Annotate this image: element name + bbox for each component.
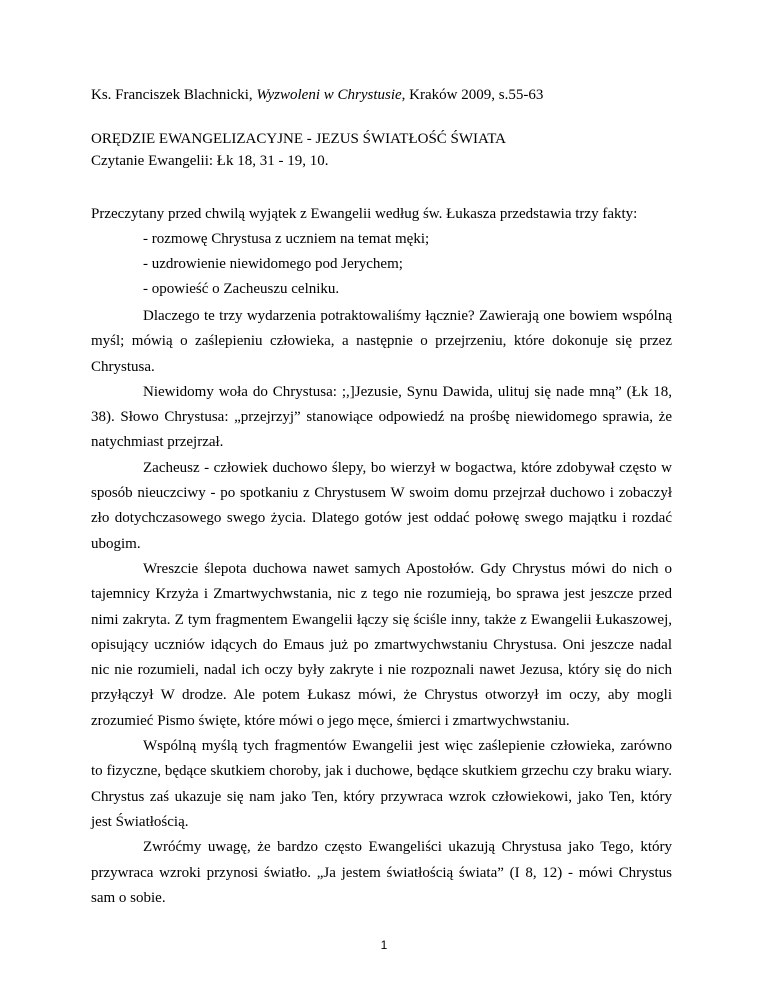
citation-book-title: Wyzwoleni w Chrystusie [256,87,402,103]
citation-suffix: , Kraków 2009, s.55-63 [401,87,544,103]
intro-sentence: Przeczytany przed chwilą wyjątek z Ewangelii według św. Łukasza przedstawia trzy fakty: [91,206,638,222]
paragraph: Dlaczego te trzy wydarzenia potraktowaliśmy łącznie? Zawierają one bowiem wspólną myśl; mówią o zaślepieniu człowieka, a następnie o przejrzeniu, które dokonuje się przez Chrystusa. [91,308,672,375]
paragraph: Zwróćmy uwagę, że bardzo często Ewangeliści ukazują Chrystusa jako Tego, który przywraca wzroki przynosi światło. „Ja jestem światłością świata” (I 8, 12) - mówi Chrystus sam o sobie. [91,839,672,906]
citation-prefix: Ks. Franciszek Blachnicki, [91,87,257,103]
list-item: - uzdrowienie niewidomego pod Jerychem; [143,256,403,272]
list-item: - opowieść o Zacheuszu celniku. [143,281,340,297]
gospel-reading-reference: Czytanie Ewangelii: Łk 18, 31 - 19, 10. [91,153,329,169]
facts-list [143,230,429,305]
page-title: ORĘDZIE EWANGELIZACYJNE - JEZUS ŚWIATŁOŚĆ ŚWIATA [91,131,507,147]
body-text [91,304,672,911]
list-item: - rozmowę Chrystusa z uczniem na temat męki; [143,231,430,247]
paragraph: Wspólną myślą tych fragmentów Ewangelii jest więc zaślepienie człowieka, zarówno to fizyczne, będące skutkiem choroby, jak i duchowe, będące skutkiem grzechu czy braku wiary. Chrystus zaś ukazuje się nam jako Ten, który przywraca wzrok człowiekowi, jako Ten, który jest Światłością. [91,738,672,830]
page-number: 1 [380,938,388,952]
paragraph: Niewidomy woła do Chrystusa: ;,]Jezusie, Synu Dawida, ulituj się nade mną” (Łk 18, 38). Słowo Chrystusa: „przejrzyj” stanowiące odpowiedź na prośbę niewidomego sprawia, że natychmiast przejrzał. [91,383,672,451]
paragraph: Zacheusz - człowiek duchowo ślepy, bo wierzył w bogactwa, które zdobywał często w sposób nieuczciwy - po spotkaniu z Chrystusem W swoim domu przejrzał duchowo i zobaczył zło dotychczasowego swego życia. Dlatego gotów jest oddać połowę swego majątku i rozdać ubogim. [91,459,672,552]
paragraph: Wreszcie ślepota duchowa nawet samych Apostołów. Gdy Chrystus mówi do nich o tajemnicy Krzyża i Zmartwychwstania, nic z tego nie rozumieją, bo sprawa jest jeszcze przed nimi zakryta. Z tym fragmentem Ewangelii łączy się ściśle inny, także z Ewangelii Łukaszowej, opisujący uczniów idących do Emaus już po zmartwychwstaniu Chrystusa. Oni jeszcze nadal nic nie rozumieli, nadal ich oczy były zakryte i nie rozpoznali nawet Jezusa, który się do nich przyłączył W drodze. Ale potem Łukasz mówi, że Chrystus otworzył im oczy, aby mogli zrozumieć Pismo święte, które mówi o jego męce, śmierci i zmartwychwstaniu. [91,560,672,729]
source-citation [91,86,672,104]
